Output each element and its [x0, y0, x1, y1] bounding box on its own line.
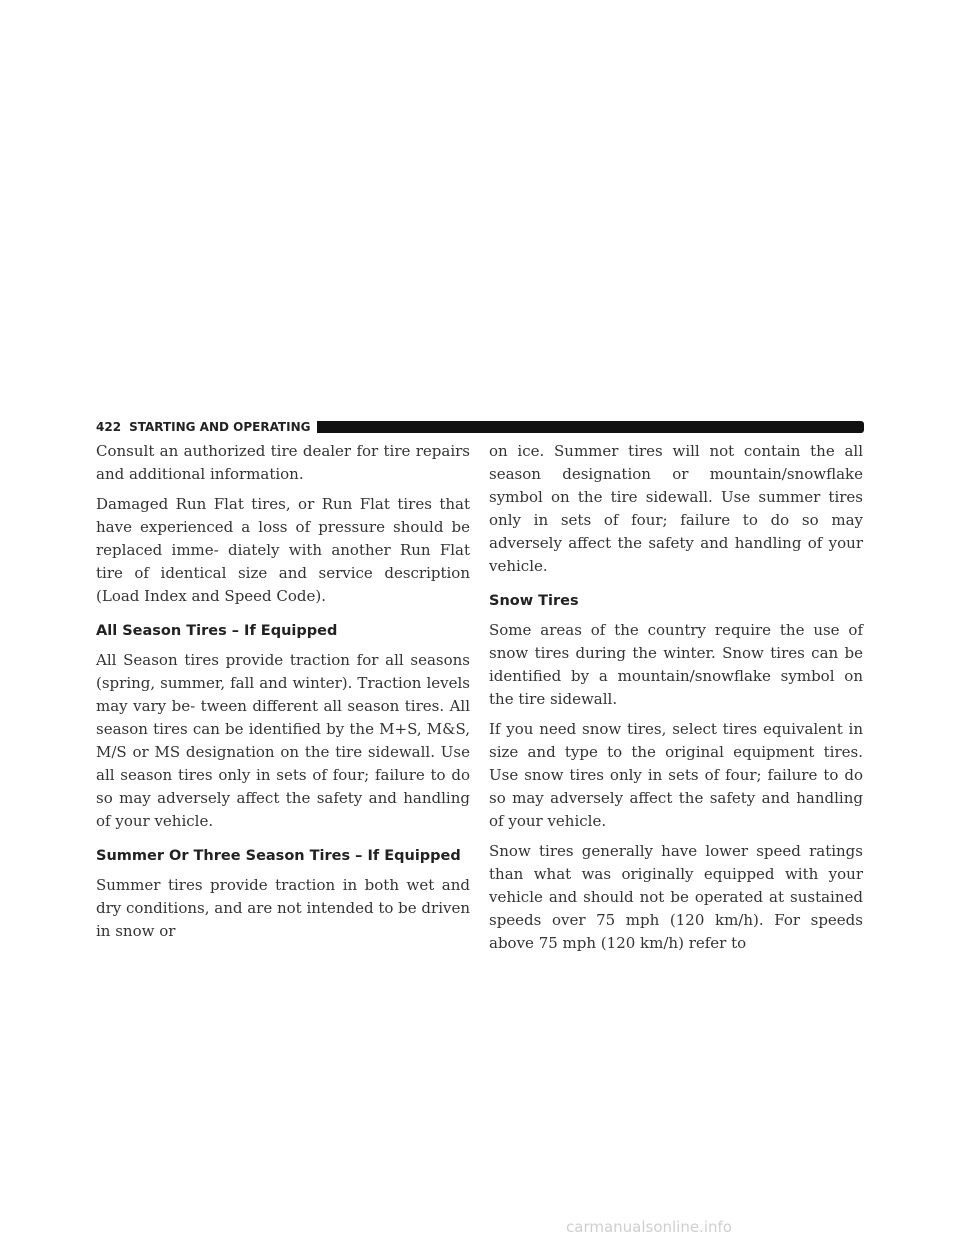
paragraph-summer-continued: on ice. Summer tires will not contain the all season designation or mountain/snowflake symbol on the tire sidewall. Use summer tires only in sets of four; failure to do so may adversely affect the safety and handling of your vehicle.: [489, 442, 863, 575]
paragraph-summer: Summer tires provide traction in both wet and dry conditions, and are not intended to be driven in snow or: [96, 876, 471, 940]
paragraph-all-season: All Season tires provide traction for all seasons (spring, summer, fall and winter). Traction levels may vary be- tween different all season tires. All season tires can be identified by the M+S, M&S, M/S or MS designation on the tire sidewall. Use all season tires only in sets of four; failure to do so may adversely affect the safety and handling of your vehicle.: [96, 651, 470, 830]
section-title: STARTING AND OPERATING: [129, 420, 311, 434]
paragraph-snow-selection: If you need snow tires, select tires equivalent in size and type to the original equipment tires. Use snow tires only in sets of four; failure to do so may adversely affect the safety and handling of your vehicle.: [489, 720, 863, 830]
paragraph-run-flat: Damaged Run Flat tires, or Run Flat tires that have experienced a loss of pressure should be replaced imme- diately with another Run Flat tire of identical size and service description (Load Index and Speed Code).: [96, 495, 470, 605]
watermark-text: carmanualsonline.info: [566, 1218, 732, 1236]
paragraph-snow-intro: Some areas of the country require the use of snow tires during the winter. Snow tires can be identified by a mountain/snowflake symbol on the tire sidewall.: [489, 621, 863, 708]
heading-all-season-tires: All Season Tires – If Equipped: [96, 623, 338, 639]
page-number: 422: [96, 420, 122, 434]
heading-snow-tires: Snow Tires: [489, 593, 579, 609]
paragraph-consult-dealer: Consult an authorized tire dealer for tire repairs and additional information.: [96, 442, 470, 483]
page-header: [96, 420, 864, 434]
header-rule: [317, 421, 864, 433]
heading-summer-tires: Summer Or Three Season Tires – If Equipped: [96, 848, 461, 864]
left-column: [96, 440, 470, 950]
right-column: [489, 440, 863, 962]
paragraph-snow-speed: Snow tires generally have lower speed ratings than what was originally equipped with your vehicle and should not be operated at sustained speeds over 75 mph (120 km/h). For speeds above 75 mph (120 km/h) refer to: [489, 842, 863, 952]
